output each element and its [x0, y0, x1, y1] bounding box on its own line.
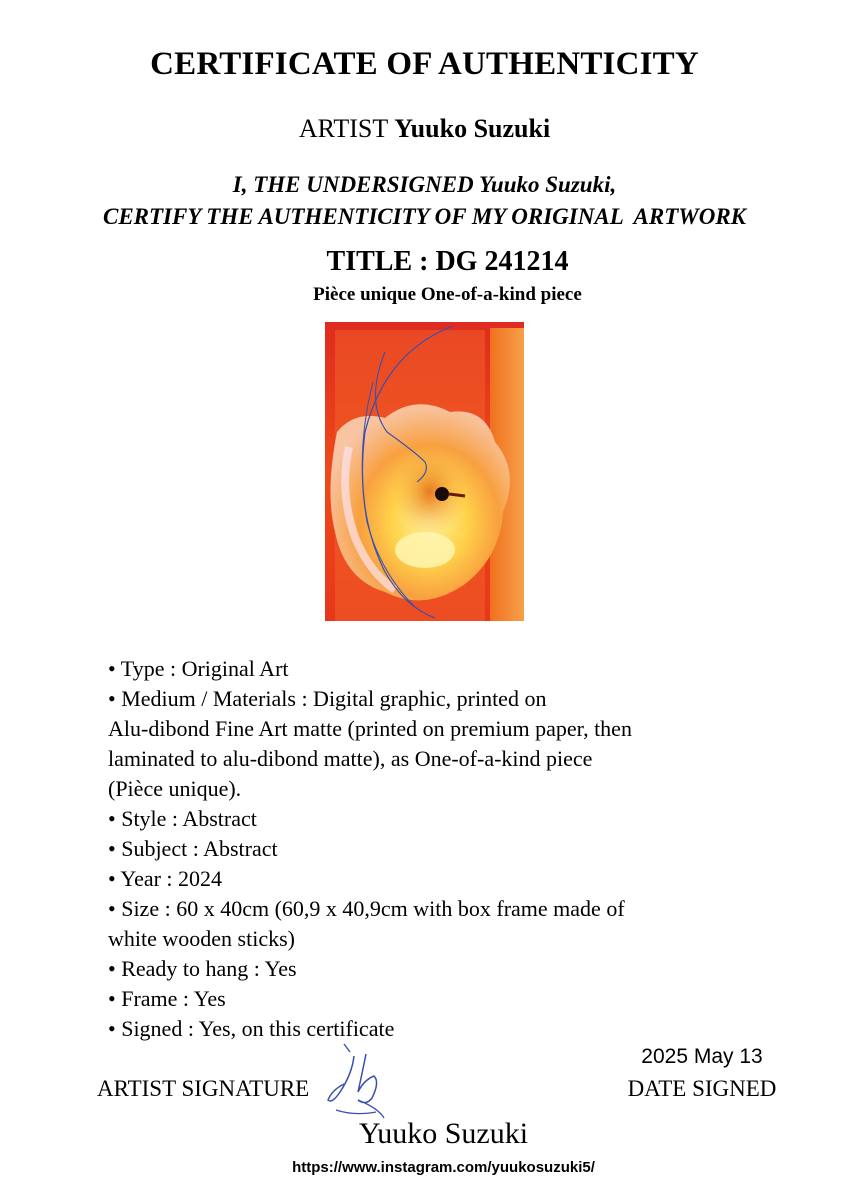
detail-line: • Subject : Abstract: [108, 836, 278, 861]
artwork-details: [108, 654, 748, 1044]
detail-line: • Type : Original Art: [108, 656, 289, 681]
statement-line-2: CERTIFY THE AUTHENTICITY OF MY ORIGINAL ARTWORK: [102, 204, 747, 229]
instagram-link[interactable]: https://www.instagram.com/yuukosuzuki5/: [292, 1159, 595, 1176]
detail-line: • Frame : Yes: [108, 986, 226, 1011]
handwritten-signature: [318, 1040, 390, 1122]
detail-line: white wooden sticks): [108, 926, 295, 951]
artwork-title: TITLE : DG 241214: [326, 246, 569, 277]
detail-line: laminated to alu-dibond matte), as One-of-a-kind piece: [108, 746, 593, 771]
printed-artist-name: Yuuko Suzuki: [358, 1117, 529, 1150]
detail-line: Alu-dibond Fine Art matte (printed on premium paper, then: [108, 716, 632, 741]
statement-line-1: I, THE UNDERSIGNED Yuuko Suzuki,: [232, 172, 617, 197]
artwork-image: [325, 322, 524, 621]
detail-line: • Size : 60 x 40cm (60,9 x 40,9cm with box frame made of: [108, 896, 625, 921]
detail-line: • Style : Abstract: [108, 806, 257, 831]
artist-signature-label: ARTIST SIGNATURE: [97, 1076, 310, 1101]
detail-line: (Pièce unique).: [108, 776, 242, 801]
detail-line: • Signed : Yes, on this certificate: [108, 1016, 395, 1041]
artist-name: Yuuko Suzuki: [394, 114, 551, 143]
certificate-heading: CERTIFICATE OF AUTHENTICITY: [150, 46, 699, 82]
detail-line: • Ready to hang : Yes: [108, 956, 297, 981]
date-signed-label: DATE SIGNED: [627, 1076, 777, 1101]
artist-line: [0, 114, 849, 144]
detail-line: • Year : 2024: [108, 866, 223, 891]
detail-line: • Medium / Materials : Digital graphic, printed on: [108, 686, 547, 711]
artwork-subtitle: Pièce unique One-of-a-kind piece: [313, 284, 582, 305]
date-signed-value: 2025 May 13: [641, 1045, 763, 1068]
artist-prefix: ARTIST: [298, 114, 388, 143]
